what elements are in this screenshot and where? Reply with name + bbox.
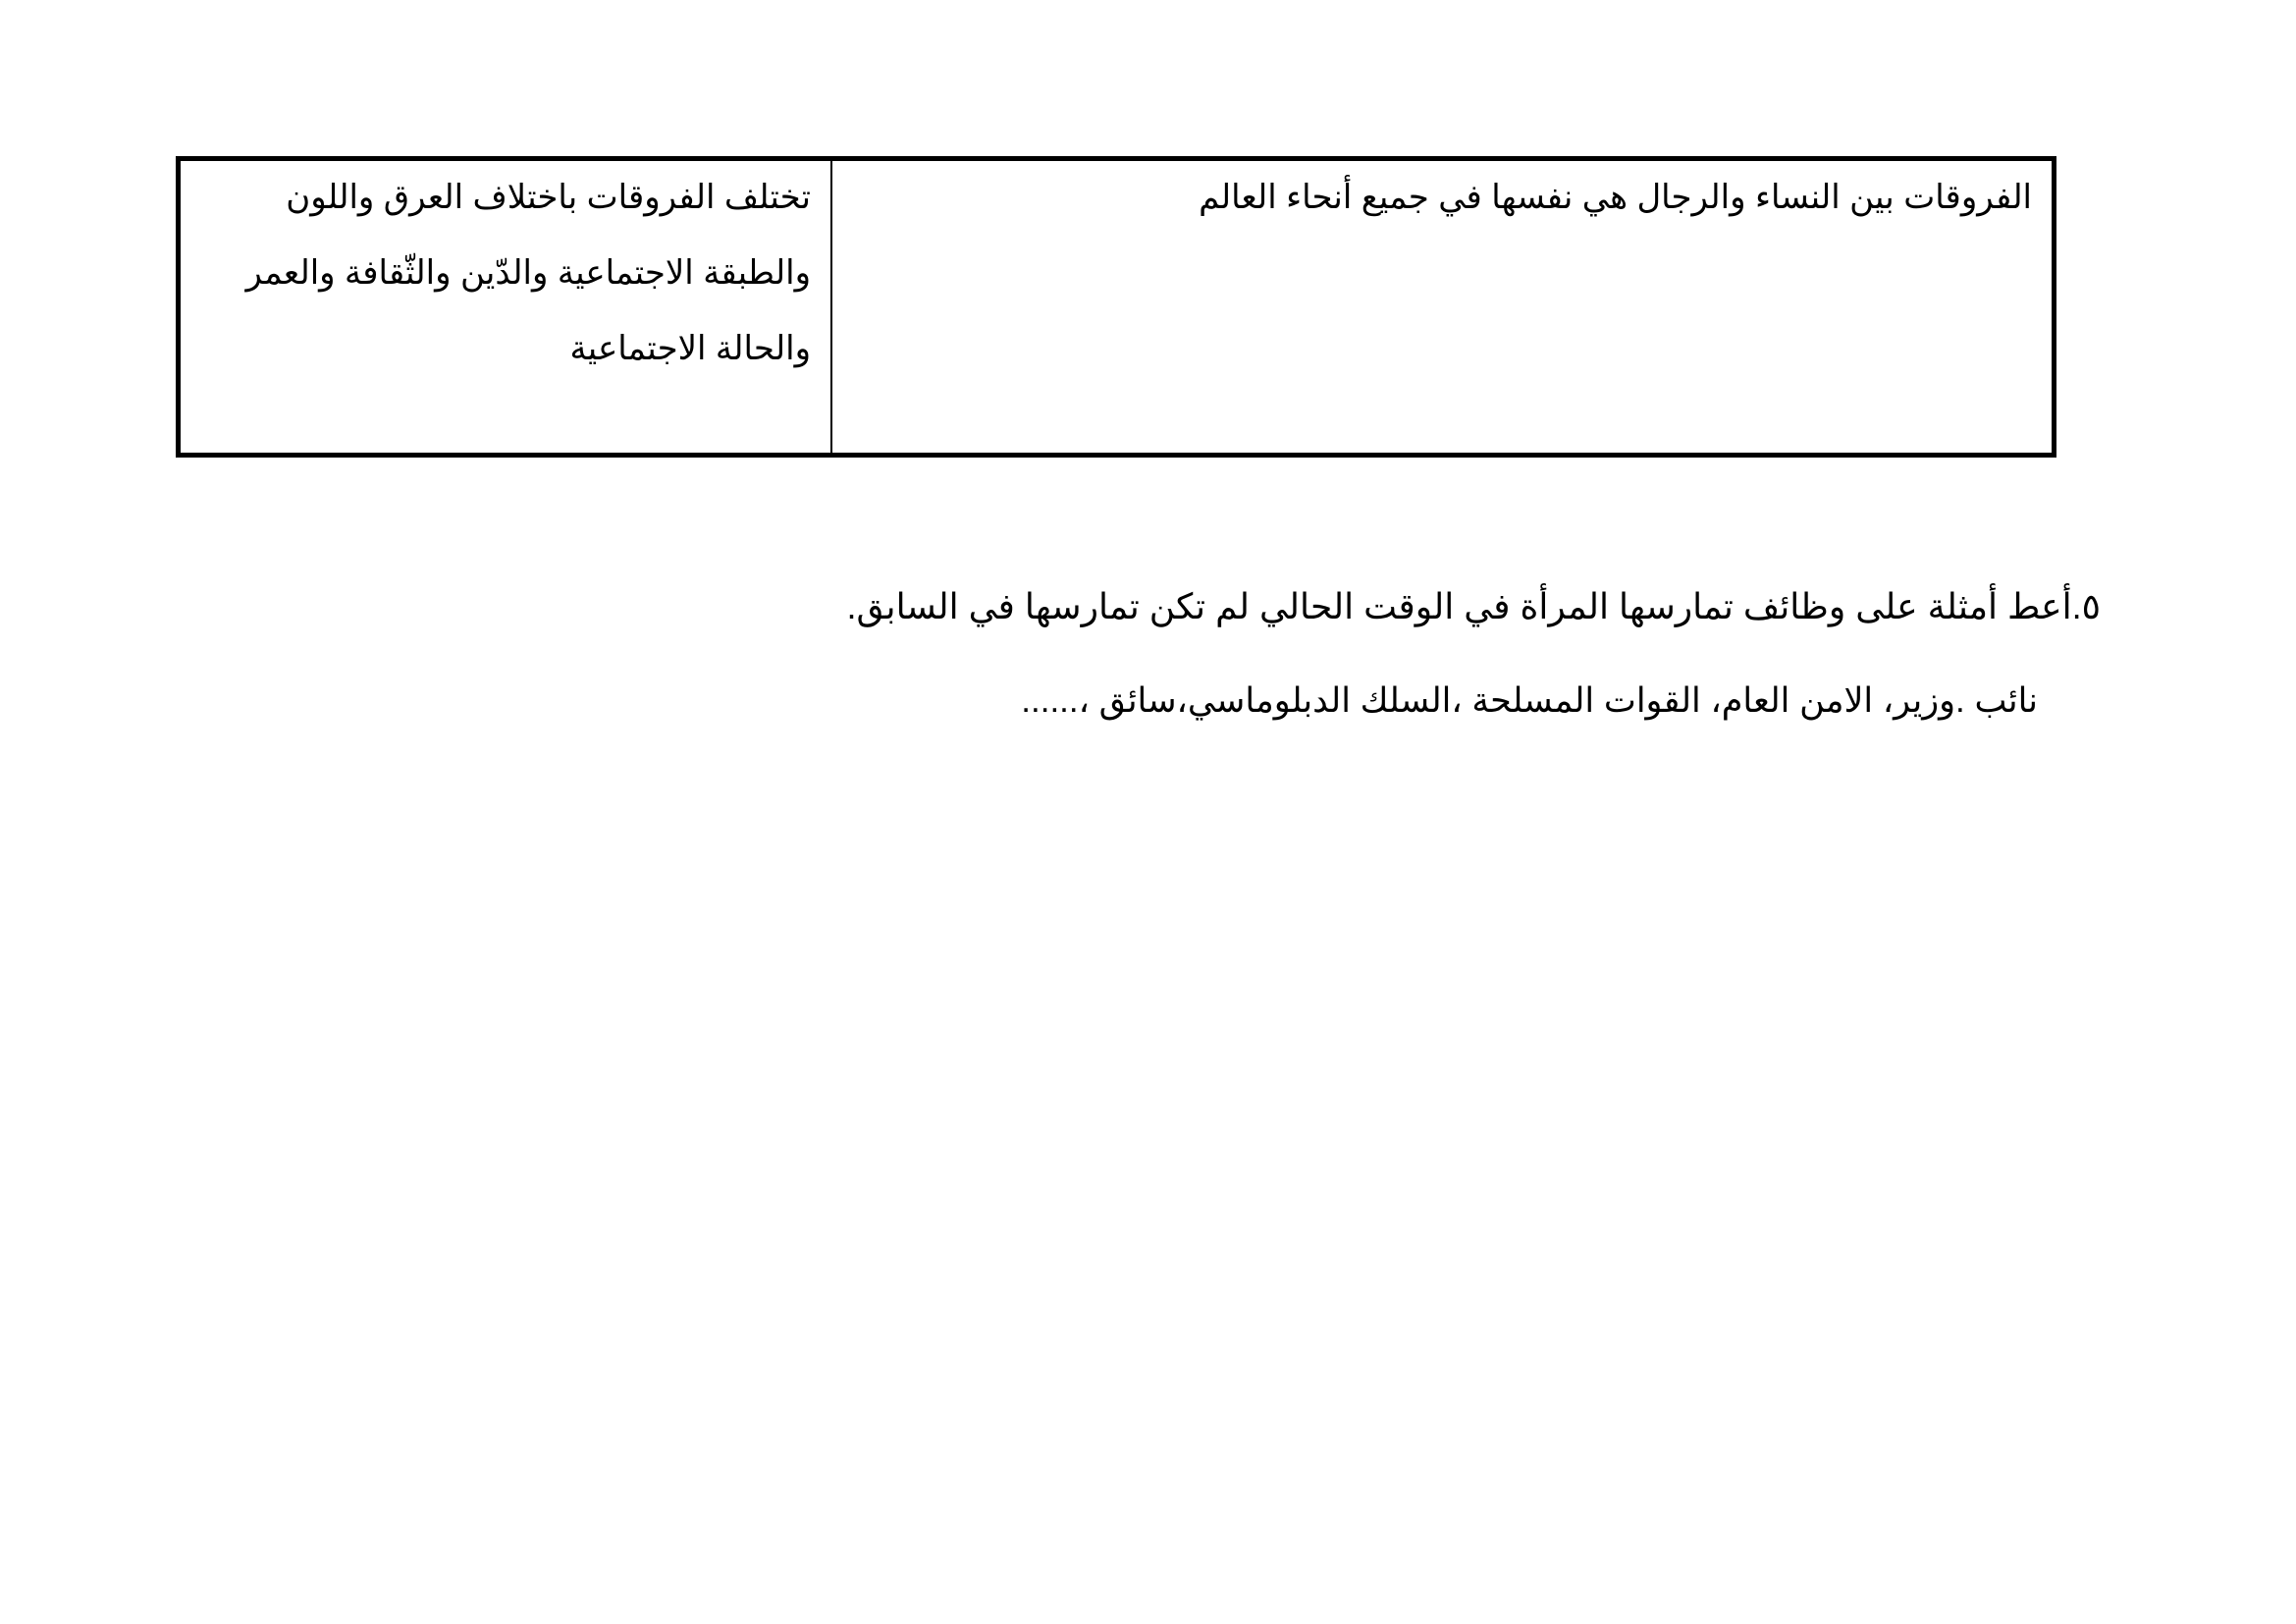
- answer-5: نائب .وزير، الامن العام، القوات المسلحة ،السلك الدبلوماسي،سائق ،......: [1021, 681, 2038, 720]
- correction-text: تختلف الفروقات باختلاف العرق واللون والطبقة الاجتماعية والدّين والثّقافة والعمر والحالة الاجتماعية: [245, 179, 811, 367]
- table-row: [179, 159, 2055, 456]
- question-5: ٥.أعط أمثلة على وظائف تمارسها المرأة في الوقت الحالي لم تكن تمارسها في السابق.: [846, 586, 2101, 626]
- table-cell-statement: [831, 159, 2055, 456]
- statement-text: الفروقات بين النساء والرجال هي نفسها في جميع أنحاء العالم: [1199, 179, 2032, 216]
- comparison-table: [176, 156, 2056, 458]
- table-cell-correction: [179, 159, 832, 456]
